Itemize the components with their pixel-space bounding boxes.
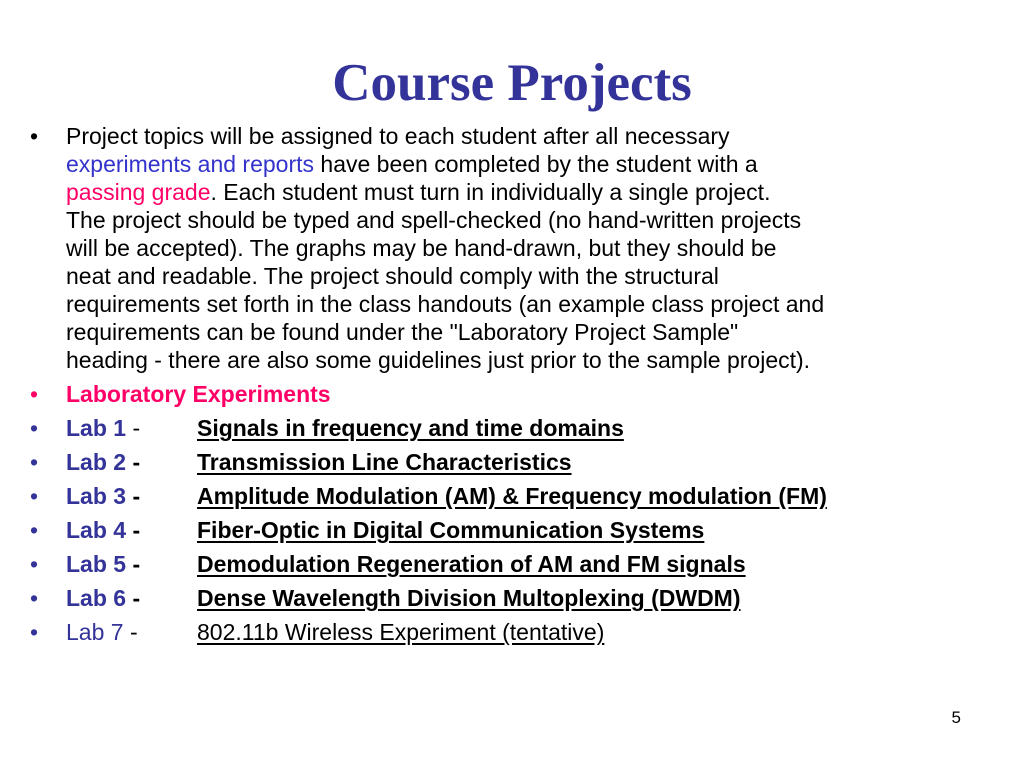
page-number: 5 — [951, 708, 961, 727]
lab-label: Lab 3 — [66, 483, 127, 509]
lab-separator: - — [126, 483, 141, 509]
lab-item — [30, 516, 1015, 544]
lab-label: Lab 4 — [66, 517, 127, 543]
lab-link[interactable]: Fiber-Optic in Digital Communication Systems — [197, 517, 705, 543]
lab-item — [30, 550, 1015, 578]
intro-line: Project topics will be assigned to each student after all necessary — [66, 123, 730, 149]
bullet-list — [30, 122, 1015, 652]
intro-line: heading - there are also some guidelines just prior to the sample project). — [66, 347, 811, 373]
bullet-icon: • — [30, 483, 39, 509]
lab-item — [30, 482, 1015, 510]
intro-line — [66, 150, 1015, 178]
intro-line: requirements set forth in the class handouts (an example class project and — [66, 291, 825, 317]
section-heading: Laboratory Experiments — [66, 381, 331, 407]
intro-text: . Each student must turn in individually a single project. — [210, 179, 771, 205]
lab-separator: - — [126, 415, 141, 441]
experiments-reports-text: experiments and reports — [66, 151, 315, 177]
lab-link[interactable]: 802.11b Wireless Experiment (tentative) — [197, 619, 605, 645]
lab-link[interactable]: Demodulation Regeneration of AM and FM signals — [197, 551, 746, 577]
lab-link[interactable]: Amplitude Modulation (AM) & Frequency modulation (FM) — [197, 483, 827, 509]
bullet-icon: • — [30, 517, 39, 543]
intro-line: will be accepted). The graphs may be hand-drawn, but they should be — [66, 235, 777, 261]
lab-separator: - — [126, 551, 141, 577]
intro-line — [66, 178, 1015, 206]
bullet-icon: • — [30, 381, 39, 407]
slide-title: Course Projects — [332, 54, 692, 112]
lab-label: Lab 2 — [66, 449, 127, 475]
lab-item — [30, 584, 1015, 612]
intro-line: neat and readable. The project should comply with the structural — [66, 263, 719, 289]
bullet-icon: • — [30, 123, 39, 149]
passing-grade-text: passing grade — [66, 179, 211, 205]
lab-separator: - — [123, 619, 138, 645]
bullet-icon: • — [30, 585, 39, 611]
intro-bullet — [30, 122, 1015, 374]
lab-item — [30, 618, 1015, 646]
lab-item — [30, 414, 1015, 442]
lab-separator: - — [126, 585, 141, 611]
lab-separator: - — [126, 449, 141, 475]
intro-text: have been completed by the student with a — [314, 151, 758, 177]
lab-separator: - — [126, 517, 141, 543]
lab-link[interactable]: Signals in frequency and time domains — [197, 415, 624, 441]
section-heading-bullet — [30, 380, 1015, 408]
bullet-icon: • — [30, 415, 39, 441]
lab-label: Lab 5 — [66, 551, 127, 577]
intro-line: The project should be typed and spell-checked (no hand-written projects — [66, 207, 802, 233]
lab-link[interactable]: Dense Wavelength Division Multoplexing (DWDM) — [197, 585, 741, 611]
lab-label: Lab 7 — [66, 619, 124, 645]
bullet-icon: • — [30, 619, 39, 645]
bullet-icon: • — [30, 449, 39, 475]
lab-item — [30, 448, 1015, 476]
intro-line: requirements can be found under the "Laboratory Project Sample" — [66, 319, 739, 345]
lab-label: Lab 1 — [66, 415, 127, 441]
lab-label: Lab 6 — [66, 585, 127, 611]
lab-link[interactable]: Transmission Line Characteristics — [197, 449, 572, 475]
bullet-icon: • — [30, 551, 39, 577]
